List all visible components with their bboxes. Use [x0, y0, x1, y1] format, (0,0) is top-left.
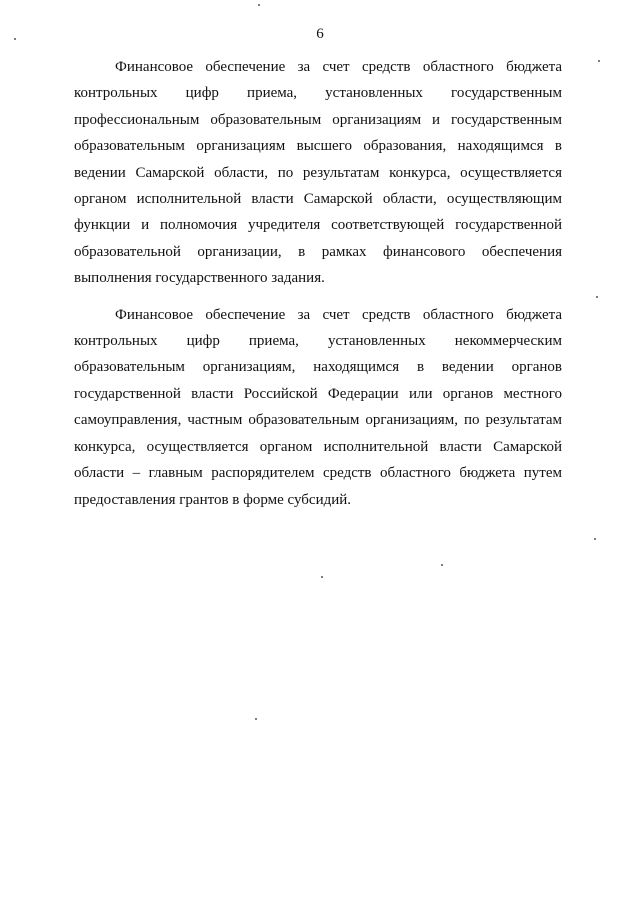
scan-speck [441, 564, 443, 566]
scan-speck [14, 38, 16, 40]
scan-speck [594, 538, 596, 540]
paragraph-2: Финансовое обеспечение за счет средств областного бюджета контрольных цифр приема, установленных некоммерческим образовательным организациям, находящимся в ведении органов государственной власти Российской Федерации или органов местного самоуправления, частным образовательным организациям, по результатам конкурса, осуществляется органом исполнительной власти Самарской области – главным распорядителем средств областного бюджета путем предоставления грантов в форме субсидий. [74, 306, 562, 508]
scan-speck [258, 4, 260, 6]
paragraph-1: Финансовое обеспечение за счет средств областного бюджета контрольных цифр приема, установленных государственным профессиональным образовательным организациям и государственным образовательным организациям высшего образования, находящимся в ведении Самарской области, по результатам конкурса, осуществляется органом исполнительной власти Самарской области, осуществляющим функции и полномочия учредителя соответствующей государственной образовательной организации, в рамках финансового обеспечения выполнения государственного задания. [74, 59, 562, 287]
scan-speck [321, 576, 323, 578]
page-number: 6 [316, 26, 324, 42]
scan-speck [598, 60, 600, 62]
document-body [74, 54, 562, 523]
scan-speck [596, 296, 598, 298]
scan-speck [255, 718, 257, 720]
